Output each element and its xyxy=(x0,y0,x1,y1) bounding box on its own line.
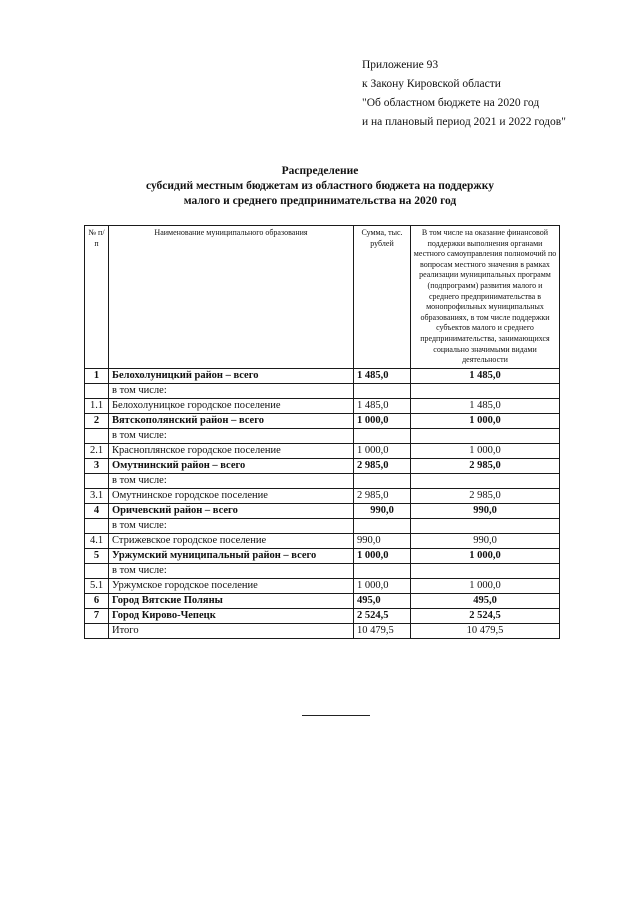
cell-incl: 10 479,5 xyxy=(411,623,560,638)
cell-name: Оричевский район – всего xyxy=(109,503,354,518)
cell-num xyxy=(85,623,109,638)
cell-sum: 990,0 xyxy=(354,533,411,548)
cell-sum: 2 985,0 xyxy=(354,458,411,473)
cell-sum: 990,0 xyxy=(354,503,411,518)
table-row xyxy=(85,503,560,518)
cell-sum: 1 485,0 xyxy=(354,398,411,413)
cell-sum: 1 000,0 xyxy=(354,578,411,593)
cell-name: Город Кирово-Чепецк xyxy=(109,608,354,623)
cell-num xyxy=(85,563,109,578)
cell-sum: 2 985,0 xyxy=(354,488,411,503)
cell-num: 5 xyxy=(85,548,109,563)
cell-incl xyxy=(411,518,560,533)
table-row xyxy=(85,593,560,608)
appendix-line-3: "Об областном бюджете на 2020 год xyxy=(362,97,540,109)
cell-sum xyxy=(354,563,411,578)
cell-name: Красноплянское городское поселение xyxy=(109,443,354,458)
cell-sum xyxy=(354,383,411,398)
cell-name: Итого xyxy=(109,623,354,638)
cell-incl xyxy=(411,563,560,578)
table-row xyxy=(85,533,560,548)
cell-num: 4 xyxy=(85,503,109,518)
cell-incl: 990,0 xyxy=(411,503,560,518)
cell-num: 5.1 xyxy=(85,578,109,593)
title-line-1: Распределение xyxy=(281,165,359,177)
cell-num: 1.1 xyxy=(85,398,109,413)
cell-num: 7 xyxy=(85,608,109,623)
cell-name: в том числе: xyxy=(109,473,354,488)
table-row xyxy=(85,473,560,488)
table-row xyxy=(85,548,560,563)
cell-name: Омутнинский район – всего xyxy=(109,458,354,473)
cell-num xyxy=(85,473,109,488)
cell-num: 2.1 xyxy=(85,443,109,458)
cell-num: 2 xyxy=(85,413,109,428)
cell-incl xyxy=(411,383,560,398)
table-row xyxy=(85,383,560,398)
cell-incl: 1 000,0 xyxy=(411,443,560,458)
cell-sum xyxy=(354,518,411,533)
cell-incl: 1 485,0 xyxy=(411,398,560,413)
cell-incl: 1 000,0 xyxy=(411,413,560,428)
cell-name: в том числе: xyxy=(109,563,354,578)
table-row xyxy=(85,368,560,383)
title-line-3: малого и среднего предпринимательства на 2020 год xyxy=(183,195,457,207)
cell-incl xyxy=(411,473,560,488)
cell-sum: 1 485,0 xyxy=(354,368,411,383)
cell-num: 1 xyxy=(85,368,109,383)
cell-sum: 2 524,5 xyxy=(354,608,411,623)
cell-name: в том числе: xyxy=(109,428,354,443)
table-row xyxy=(85,578,560,593)
cell-num: 6 xyxy=(85,593,109,608)
cell-num: 3 xyxy=(85,458,109,473)
cell-name: Белохолуницкое городское поселение xyxy=(109,398,354,413)
cell-incl: 1 000,0 xyxy=(411,548,560,563)
table-row xyxy=(85,458,560,473)
cell-incl: 495,0 xyxy=(411,593,560,608)
appendix-line-2: к Закону Кировской области xyxy=(362,78,501,90)
cell-sum: 10 479,5 xyxy=(354,623,411,638)
cell-sum xyxy=(354,473,411,488)
cell-incl: 1 485,0 xyxy=(411,368,560,383)
table-row xyxy=(85,563,560,578)
table-row xyxy=(85,488,560,503)
table-row xyxy=(85,608,560,623)
cell-sum xyxy=(354,428,411,443)
cell-sum: 495,0 xyxy=(354,593,411,608)
table-row xyxy=(85,518,560,533)
cell-sum: 1 000,0 xyxy=(354,443,411,458)
cell-sum: 1 000,0 xyxy=(354,413,411,428)
closing-divider xyxy=(302,715,370,716)
header-num: № п/п xyxy=(85,226,109,369)
cell-incl: 2 985,0 xyxy=(411,458,560,473)
cell-incl: 990,0 xyxy=(411,533,560,548)
cell-name: Уржумский муниципальный район – всего xyxy=(109,548,354,563)
appendix-block xyxy=(362,56,566,132)
table-row xyxy=(85,443,560,458)
subsidy-table xyxy=(84,225,560,639)
table-row xyxy=(85,413,560,428)
appendix-line-1: Приложение 93 xyxy=(362,59,439,71)
table-row xyxy=(85,398,560,413)
cell-num xyxy=(85,518,109,533)
appendix-line-4: и на плановый период 2021 и 2022 годов" xyxy=(362,116,566,128)
cell-name: Омутнинское городское поселение xyxy=(109,488,354,503)
header-including: В том числе на оказание финансовой поддержки выполнения органами местного самоуправления полномочий по вопросам местного значения в рамках реализации муниципальных программ (подпрограмм) развития малого и среднего предпринимательства в монопрофильных муниципальных образованиях, в том числе поддержки субъектов малого и среднего предпринимательства, занимающихся социально значимыми видами деятельности xyxy=(411,226,560,369)
cell-num xyxy=(85,383,109,398)
table-row xyxy=(85,428,560,443)
header-sum: Сумма, тыс. рублей xyxy=(354,226,411,369)
cell-num: 4.1 xyxy=(85,533,109,548)
cell-incl: 2 985,0 xyxy=(411,488,560,503)
document-title xyxy=(0,164,640,209)
cell-name: Вятскополянский район – всего xyxy=(109,413,354,428)
table-header-row xyxy=(85,226,560,369)
cell-incl: 2 524,5 xyxy=(411,608,560,623)
title-line-2: субсидий местным бюджетам из областного бюджета на поддержку xyxy=(146,180,494,192)
cell-num xyxy=(85,428,109,443)
cell-name: Белохолуницкий район – всего xyxy=(109,368,354,383)
cell-name: в том числе: xyxy=(109,518,354,533)
cell-incl: 1 000,0 xyxy=(411,578,560,593)
table-total-row xyxy=(85,623,560,638)
cell-name: в том числе: xyxy=(109,383,354,398)
cell-num: 3.1 xyxy=(85,488,109,503)
cell-name: Стрижевское городское поселение xyxy=(109,533,354,548)
cell-name: Уржумское городское поселение xyxy=(109,578,354,593)
cell-incl xyxy=(411,428,560,443)
header-name: Наименование муниципального образования xyxy=(109,226,354,369)
cell-sum: 1 000,0 xyxy=(354,548,411,563)
cell-name: Город Вятские Поляны xyxy=(109,593,354,608)
